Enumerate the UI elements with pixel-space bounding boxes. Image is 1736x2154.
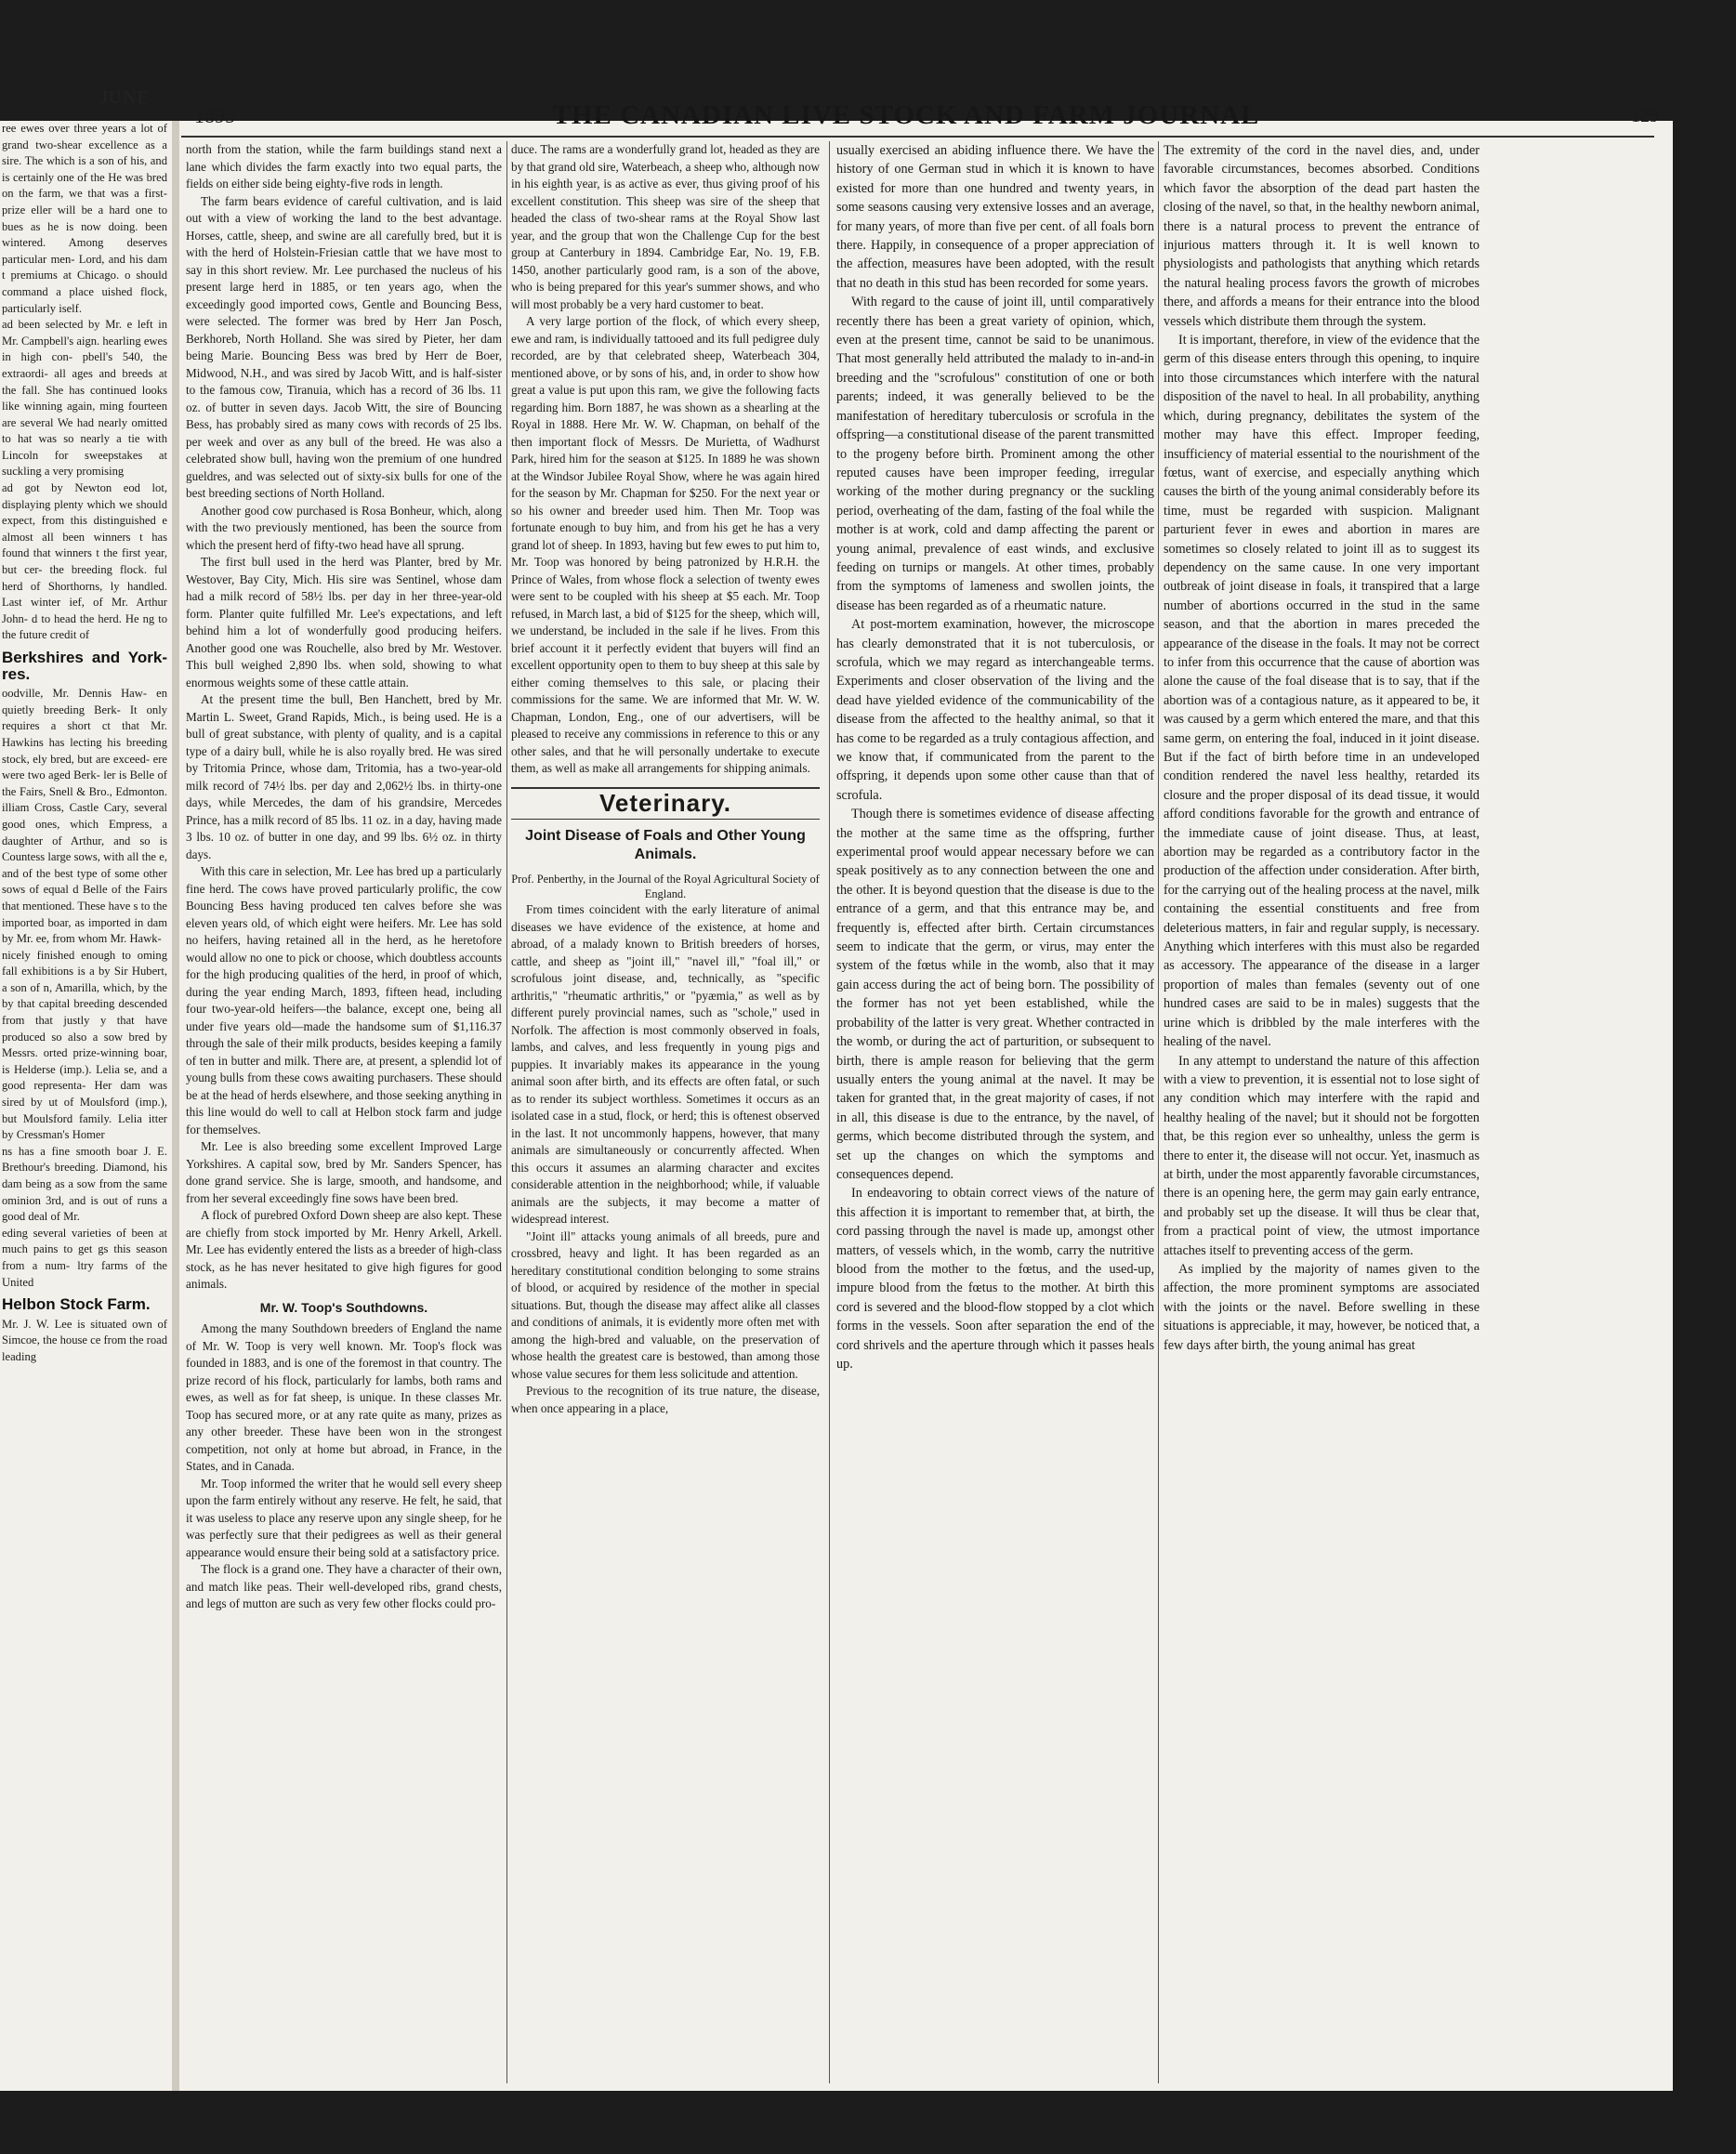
column-1 <box>186 141 502 2083</box>
prev-paragraph: ad been selected by Mr. e left in Mr. Campbell's aign. hearling ewes in high con- pbell's 540, the extraordi- all ages and breeds at the fall. She has continued looks like winning again, ming fourteen are several We had nearly omitted to hat was so nearly a tie with Lincoln for sweepstakes at suckling a very promising <box>2 318 167 479</box>
prev-paragraph: Mr. J. W. Lee is situated own of Simcoe, the house ce from the road leading <box>2 1317 168 1363</box>
page-header <box>181 97 1668 134</box>
paragraph: usually exercised an abiding influence there. We have the history of one German stud in which it is known to have existed for more than one hundred and twenty years, in some seasons causing very extensive losses and an average, for many years, of more than five per cent. of all foals born there. Happily, in consequence of a proper appreciation of the affection, measures have been adopted, with the result that no death in this stud has been recorded for some years. <box>836 143 1154 291</box>
paragraph: The farm bears evidence of careful cultivation, and is laid out with a view of working the land to the best advantage. Horses, cattle, sheep, and swine are all carefully bred, but it is with the herd of Holstein-Friesian cattle that we have most to say in this short review. Mr. Lee purchased the nucleus of his present large herd in 1885, or ten years ago, when the exceedingly good imported cows, Gentle and Bouncing Bess, were selected. The former was bred by Herr Jan Posch, Berkhoreb, North Holland. She was sired by Pieter, her dam being Marie. Bouncing Bess was bred by Herr de Boer, Midwood, N.H., and was sired by Jacob Witt, and is half-sister to the famous cow, Tiranuia, which has a record of 36 lbs. 11 oz. of butter in seven days. Jacob Witt, the sire of Bouncing Bess, has probably sired as many cows with records of 25 lbs. per week and over as any bull of the breed. He was also a celebrated show bull, having won the premium of one hundred gueldres, and was selected out of sixty-six bulls for one of the best breeding sections of North Holland. <box>186 193 502 500</box>
previous-page-text <box>2 121 167 1366</box>
veterinary-section-header <box>511 787 820 821</box>
prev-section-heading: Berkshires and York- res. <box>2 649 167 683</box>
paragraph: The extremity of the cord in the navel dies, and, under favorable circumstances, becomes absorbed. Conditions which favor the absorption of the dead part hasten the closing of the navel, so that, in the healthy newborn animal, there is a natural process to prevent the entrance of injurious matters through it. It is well known to physiologists and pathologists that anything which retards the natural healing process favors the growth of microbes there, and affords a means for their entrance into the blood vessels which distribute them through the system. <box>1164 143 1480 329</box>
subheading-toop-southdowns: Mr. W. Toop's Southdowns. <box>259 1299 428 1315</box>
paragraph: "Joint ill" attacks young animals of all breeds, pure and crossbred, heavy and light. It has been regarded as an hereditary constitutional condition belonging to some strains of blood, or acquired by residence of the mother in special situations. But, though the disease may affect alike all classes and conditions of animals, it is evidently more often met with among the high-bred and valuable, on the preservation of whose health the greatest care is bestowed, than among those whose value secures for them less solicitude and attention. <box>511 1228 820 1381</box>
previous-page-folio: JUNE <box>100 87 150 108</box>
section-title: Veterinary. <box>598 788 732 817</box>
paragraph: Though there is sometimes evidence of disease affecting the mother at the same time as the offspring, further experimental proof would appear necessary before we can speak positively as to any connection between the one and the other. It is beyond question that the disease is due to the entrance of a germ, and that this entrance may be, and frequently is, effected after birth. Certain circumstances seem to indicate that the germ, or virus, may enter the system of the fœtus while in the womb, also that it may gain access during the act of being born. The possibility of the former has not yet been established, while the probability of the latter is very great. Whether contracted in the womb, or during the act of parturition, or subsequent to birth, there is ample reason for believing that the germ usually enters the young animal at the navel. It may be taken for granted that, in the great majority of cases, if not in all, this disease is due to the entrance, by the navel, of germs, which become distributed through the system, and set up the changes on which the symptoms and consequences depend. <box>836 807 1154 1182</box>
paragraph: The first bull used in the herd was Planter, bred by Mr. Westover, Bay City, Mich. His sire was Sentinel, whose dam had a milk record of 58½ lbs. per day in her three-year-old form. Planter quite fulfilled Mr. Lee's expectations, and left behind him a lot of wonderfully good producing heifers. Another good one was Rouchelle, also bred by Mr. Westover. This bull weighed 2,890 lbs. when sold, showing to what enormous weights some of these cattle attain. <box>186 555 502 690</box>
paragraph: Mr. Lee is also breeding some excellent Improved Large Yorkshires. A capital sow, bred by Mr. Sanders Spencer, has done grand service. She is large, smooth, and handsome, and from her several exceedingly fine sows have been bred. <box>186 1139 502 1205</box>
paragraph: Another good cow purchased is Rosa Bonheur, which, along with the two previously mentioned, has been the source from which the present herd of fifty-two head have all sprung. <box>186 503 502 552</box>
paragraph: Among the many Southdown breeders of England the name of Mr. W. Toop is very well known. Mr. Toop's flock was founded in 1883, and is one of the foremost in that country. The prize record of his flock, particularly for lambs, both rams and ewes, as well as for fat sheep, is unique. In these classes Mr. Toop has secured more, or at any rate quite as many, prizes as any other breeder. These have been won in the strongest competition, not only at home but abroad, in France, in the States, and in Canada. <box>186 1321 502 1473</box>
column-rule <box>1158 141 1159 2083</box>
paragraph: A very large portion of the flock, of which every sheep, ewe and ram, is individually tattooed and its full pedigree duly recorded, are by that celebrated sheep, Waterbeach 304, mentioned above, or by sons of his, and, in order to show how great a value is put upon this ram, we give the following facts regarding him. Born 1887, he was shown as a shearling at the Royal in 1888. Here Mr. W. W. Chapman, on behalf of the then important flock of Messrs. De Murietta, of Wadhurst Park, hired him for the season at $125. In 1889 he was shown at the Windsor Jubilee Royal Show, where he was again hired for the season by Mr. Chapman for $250. For the next year or so his owner and breeder used him. Then Mr. Toop was fortunate enough to buy him, and from his get he has a very grand lot of sheep. In 1893, having but few ewes to put him to, Mr. Toop was honored by being patronized by H.R.H. the Prince of Wales, from whose flock a selection of twenty ewes were sent to be coupled with his sheep at $5 each. Mr. Toop refused, in March last, a bid of $125 for the sheep, which will, we understand, be included in the sale if he lives. From this brief account it it perfectly evident that buyers will find an excellent opportunity open to them to buy sheep at this sale by either coming themselves to this sale, or placing their commissions for the same. We are informed that Mr. W. W. Chapman, London, Eng., one of our advertisers, will be pleased to receive any commissions in reference to this or any other sales, and that he will personally undertake to execute them, as well as make all arrangements for shipping animals. <box>511 314 820 775</box>
column-rule <box>829 141 830 2083</box>
paragraph: A flock of purebred Oxford Down sheep are also kept. These are chiefly from stock imported by Mr. Henry Arkell, Arkell. Mr. Lee has evidently entered the lists as a breeder of high-class stock, as he has never hesitated to give high figures for good animals. <box>186 1208 502 1291</box>
paragraph: north from the station, while the farm buildings stand next a lane which divides the farm exactly into two equal parts, the fields on either side being eighty-five rods in length. <box>186 142 502 190</box>
column-3 <box>836 141 1154 2083</box>
article-byline: Prof. Penberthy, in the Journal of the Royal Agricultural Society of England. <box>511 873 820 900</box>
paragraph: As implied by the majority of names given to the affection, the more prominent symptoms are associated with the joints or the navel. Before swelling in these situations is appreciable, it may, however, be noticed that, a few days after birth, the young animal has great <box>1164 1261 1480 1353</box>
previous-page-strip <box>0 0 172 1970</box>
paragraph: In any attempt to understand the nature of this affection with a view to prevention, it is essential not to lose sight of any condition which may interfere with the rapid and healthy healing of the navel; but it should not be forgotten that, be this region ever so unhealthy, unless the germ is there to enter it, the disease will not occur. Yet, inasmuch as at birth, under the most apparently favorable circumstances, there is an opening here, the germ may gain early entrance, and probably set up the disease. It will thus be clear that, from a practical point of view, the utmost importance attaches itself to preventing access of the germ. <box>1164 1053 1480 1258</box>
year-folio: 1895 <box>194 104 235 127</box>
journal-title: THE CANADIAN LIVE STOCK AND FARM JOURNAL <box>552 100 1260 130</box>
paragraph: From times coincident with the early literature of animal diseases we have evidence of the existence, at home and abroad, of a malady known to British breeders of horses, cattle, and sheep as "joint ill," "navel ill," "foal ill," or scrofulous joint disease, and, technically, as "specific arthritis," "rheumatic arthritis," or "pyæmia," as well as by different purely provincial names, such as "schole," used in Norfolk. The affection is most commonly observed in foals, lambs, and calves, and less frequently in young pigs and puppies. It invariably makes its appearance in the young animal soon after birth, and its effects are often fatal, or such as to render its subject worthless. Sometimes it occurs as an isolated case in a stud, flock, or herd; this is oftenest observed in the last. It not uncommonly happens, however, that many animals are simultaneously or concurrently affected. When this occurs it assumes an alarming character and excites considerable attention in the neighborhood; while, if valuable animals are the subjects, it may become a matter of widespread interest. <box>511 902 820 1226</box>
paragraph: With this care in selection, Mr. Lee has bred up a particularly fine herd. The cows have proved particularly prolific, the cow Bouncing Bess having produced ten calves before she was eleven years old, of which eight were heifers. Mr. Lee has sold no heifers, having retained all in the herd, as he heretofore would allow no one to pick or choose, which doubtless accounts for the high producing qualities of the herd, in proof of which, during the year ending March, 1893, fifteen head, including four two-year-old heifers—the balance, except one, being all under five years old—made the handsome sum of $1,116.37 through the sale of their milk products, besides keeping a family of ten in butter and milk. There are, at present, a splendid lot of young bulls from these cows awaiting purchasers. These should be at the head of herds elsewhere, and those seeking anything in this line would do well to call at Helbon stock farm and judge for themselves. <box>186 864 502 1136</box>
paragraph: With regard to the cause of joint ill, until comparatively recently there has been a great variety of opinion, which, even at the present time, cannot be said to be unanimous. That most generally held attributed the malady to in-and-in breeding and the "scrofulous" constitution of one or both parents; indeed, it was generally believed to be the manifestation of hereditary tuberculosis or scrofula in the offspring—a constitutional disease of the parent transmitted to the progeny before birth. Prominent among the other reputed causes have been improper feeding, irregular working of the mother during pregnancy or the suckling period, overheating of the dam, fasting of the foal while the mother is at work, cold and damp affecting the parent or young animal, prevalence of east winds, and exclusive feeding on turnips or mangels. At other times, probably from the symptoms of lameness and swollen joints, the disease has been regarded as of a rheumatic nature. <box>836 295 1154 613</box>
prev-paragraph: eding several varieties of been at much pains to get gs this season from a num- ltry farms of the United <box>2 1226 167 1289</box>
paragraph: Previous to the recognition of its true nature, the disease, when once appearing in a place, <box>511 1384 820 1415</box>
header-rule <box>181 136 1654 138</box>
page-gutter <box>172 121 179 2091</box>
paragraph: Mr. Toop informed the writer that he would sell every sheep upon the farm entirely without any reserve. He felt, he said, that it was useless to place any reserve upon any single sheep, for he was perfectly sure that their pedigrees as well as their general appearance would ensure their being sold at a satisfactory price. <box>186 1476 502 1559</box>
paragraph: In endeavoring to obtain correct views of the nature of this affection it is important to remember that, at birth, the cord passing through the navel is made up, amongst other matters, of vessels which, in the womb, carry the nutritive blood from the mother to the fœtus, and the used-up, impure blood from the fœtus to the mother. At birth this cord is severed and the blood-flow stopped by a clot which forms in the vessels. Soon after separation the end of the cord shrivels and the aperture through which it passes heals up. <box>836 1186 1154 1372</box>
column-4 <box>1164 141 1480 2083</box>
paragraph: At post-mortem examination, however, the microscope has clearly demonstrated that it is not tuberculosis, or scrofula, which we may regard as interchangeable terms. Experiments and closer observation of the living and the dead have yielded evidence of the communicability of the disease from the affected to the healthy animal, so that it has come to be regarded as a truly contagious affection, and we know that, if communicated from the parent to the offspring, it depends upon some other cause than that of scrofula. <box>836 617 1154 803</box>
prev-paragraph: nicely finished enough to oming fall exhibitions is a by Sir Hubert, a son of n, Amarilla, which, by the by that capital breeding descended from that justly y that have produced so also a sow bred by Messrs. orted prize-winning boar, is Helderse (imp.). Lelia se, and a good representa- Her dam was sired by ut of Moulsford (imp.), but Moulsford family. Lelia itter by Cressman's Homer <box>2 948 167 1142</box>
paragraph: It is important, therefore, in view of the evidence that the germ of this disease enters through this opening, to inquire into those circumstances which interfere with the natural disposition of the navel to heal. In all probability, anything which, during pregnancy, debilitates the system of the mother may have this effect. Improper feeding, insufficiency of material essential to the nourishment of the fœtus, want of exercise, and especially anything which causes the birth of the young animal considerably before its time, must be regarded with suspicion. Malignant parturient fever in ewes and abortion in mares are sometimes so closely related to joint ill as to suggest its dependency on the same cause. In one very important outbreak of joint disease in foals, it transpired that a large number of abortions occurred in the stud in the same season, and that the abortion in mares preceded the appearance of the disease in the foals. It may not be correct to infer from this occurrence that the cause of abortion was alone the cause of the foal disease that is to say, that if the abortion was of a contagious nature, as it appeared to be, it was caused by a germ which entered the mare, and that this same germ, on entering the foal, induced in it joint disease. But if the fact of birth before time in an undeveloped condition rendered the navel less healthy, retarded its closure and the proper disposal of its dead tissue, it would afford conditions favorable for the growth and entrance of the immediate cause of joint disease. Thus, at least, abortion may be regarded as a contributory factor in the production of the affection under consideration. After birth, for the carrying out of the healing process at the navel, milk containing the essential constituents and free from deleterious matters, in fair and regular supply, is necessary. Anything which interferes with this must also be regarded as accessory. The appearance of the disease in a larger proportion of males than females (seventy out of one hundred cases are said to be in males) suggests that the urine which is dribbled by the male interferes with the healing of the navel. <box>1164 333 1480 1050</box>
prev-section-heading-2: Helbon Stock Farm. <box>2 1295 151 1314</box>
prev-paragraph: oodville, Mr. Dennis Haw- en quietly breeding Berk- It only requires a short ct that Mr. Hawkins has lecting his breeding stock, ely bred, but are exceed- ere were two aged Berk- ler is Belle of the Fairs, Snell & Bro., Edmonton. illiam Cross, Castle Cary, several good ones, which Empress, a daughter of Arthur, and so is Countess large sows, with all the e, and of the best type of some other sows of equal d Belle of the Fairs that mentioned. These have s to the imported boar, as imported in dam by Mr. ee, from whom Mr. Hawk- <box>2 687 167 946</box>
paragraph: At the present time the bull, Ben Hanchett, bred by Mr. Martin L. Sweet, Grand Rapids, Mich., is being used. He is a bull of great substance, with plenty of quality, and is a capital type of a dairy bull, while he is also royally bred. He was sired by Tritomia Prince, whose dam, Tritomia, has a two-year-old milk record of 74½ lbs. per day and 2,062½ lbs. in thirty-one days, while Mercedes, the dam of his grandsire, Mercedes Prince, has a milk record of 85 lbs. 11 oz. in a day, having made 3 lbs. 10 oz. of butter in one day, and 99 lbs. 6½ oz. in thirty days. <box>186 692 502 861</box>
page-number: 129 <box>1631 106 1659 126</box>
article-title: Joint Disease of Foals and Other Young Animals. <box>525 828 806 862</box>
prev-paragraph: ad got by Newton eod lot, displaying plenty which we should expect, from this distinguished e almost all been winners t has found that winners t the first year, but cer- the breeding flock. ful herd of Shorthorns, ly handled. Last winter ief, of Mr. Arthur John- d to head the herd. He ng to the future credit of <box>2 481 167 642</box>
paragraph: duce. The rams are a wonderfully grand lot, headed as they are by that grand old sire, Waterbeach, a sheep who, although now in his eighth year, is as active as ever, thus giving proof of his excellent constitution. This sheep was sire of the sheep that headed the class of two-shear rams at the Royal Show last year, and the group that won the Challenge Cup for the best group at Canterbury in 1894. Cambridge Ear, No. 19, F.B. 1450, another particularly good ram, is a son of the above, who is being prepared for this year's summer shows, and who will most probably be a very hard customer to beat. <box>511 142 820 311</box>
prev-paragraph: ree ewes over three years a lot of grand two-shear excellence as a sire. The which is a son of his, and is certainly one of the He was bred on the farm, we that was a first-prize eller will be a hard one to bues as he is now doing. been wintered. Among deserves particular men- Lord, and his dam t premiums at Chicago. o should command a place uished flock, particularly iself. <box>2 122 167 315</box>
paragraph: The flock is a grand one. They have a character of their own, and match like peas. Their well-developed ribs, grand chests, and legs of mutton are such as very few other flocks could pro- <box>186 1562 502 1610</box>
prev-paragraph: ns has a fine smooth boar J. E. Brethour's breeding. Diamond, his dam being as a sow from the same ominion 3rd, and is out of runs a good deal of Mr. <box>2 1144 167 1224</box>
column-rule <box>506 141 507 2083</box>
column-2 <box>511 141 820 2083</box>
